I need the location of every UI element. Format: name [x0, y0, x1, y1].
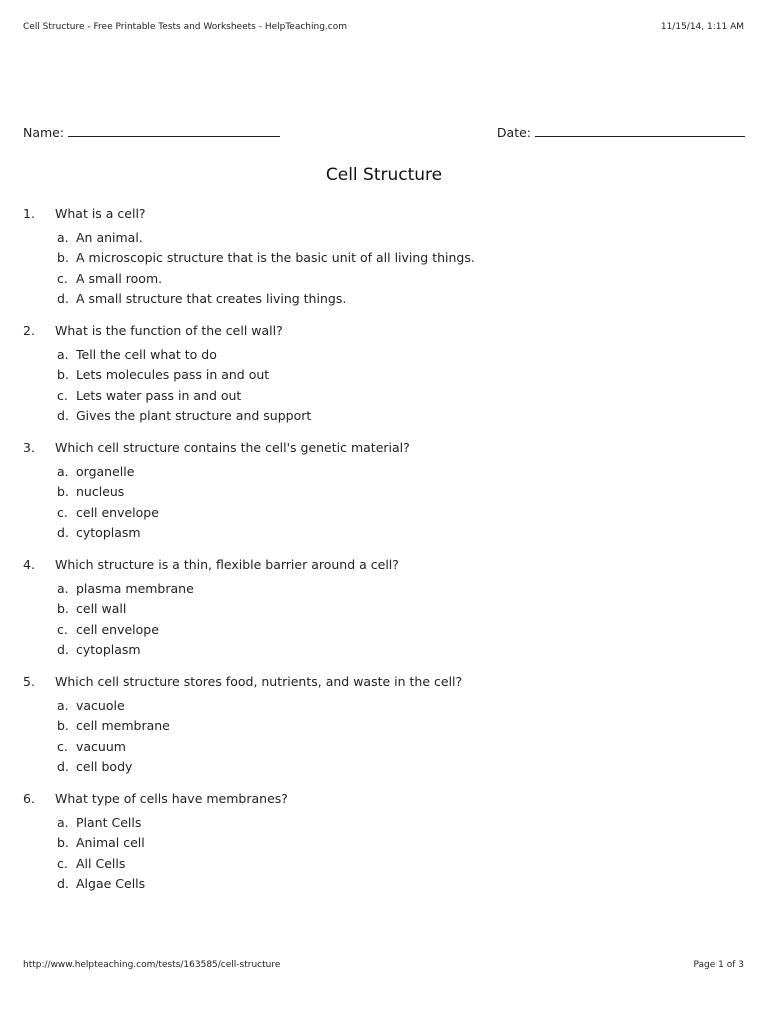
choice-d	[57, 289, 743, 309]
choice-c	[57, 737, 743, 757]
print-header-title: Cell Structure - Free Printable Tests and Worksheets - HelpTeaching.com	[23, 22, 348, 32]
question-text: Which cell structure contains the cell's genetic material?	[55, 440, 410, 455]
choice-a	[57, 345, 743, 365]
question-number: 5.	[23, 674, 35, 689]
choice-letter: a.	[57, 581, 69, 596]
choice-letter: c.	[57, 504, 68, 520]
choice-letter: a.	[57, 698, 69, 713]
choice-letter: b.	[57, 250, 69, 266]
question-2	[23, 322, 743, 439]
choice-letter: d.	[57, 291, 69, 307]
choice-text: A small structure that creates living things.	[76, 291, 347, 307]
question-text: Which cell structure stores food, nutrients, and waste in the cell?	[55, 674, 463, 689]
question-list	[23, 205, 743, 907]
question-number: 3.	[23, 440, 35, 455]
choice-list	[23, 813, 743, 895]
date-blank-line[interactable]	[535, 125, 745, 137]
choice-a	[57, 696, 743, 716]
choice-text: cytoplasm	[76, 525, 141, 541]
choice-letter: a.	[57, 347, 69, 362]
choice-letter: d.	[57, 525, 69, 541]
choice-text: Lets molecules pass in and out	[76, 367, 270, 383]
choice-letter: b.	[57, 601, 69, 617]
choice-d	[57, 406, 743, 426]
choice-text: Gives the plant structure and support	[76, 408, 312, 424]
choice-c	[57, 854, 743, 874]
question-number: 4.	[23, 557, 35, 572]
choice-list	[23, 696, 743, 778]
choice-c	[57, 503, 743, 523]
choice-text: Algae Cells	[76, 876, 146, 892]
choice-a	[57, 462, 743, 482]
choice-letter: b.	[57, 718, 69, 734]
choice-letter: c.	[57, 855, 68, 871]
choice-letter: d.	[57, 876, 69, 892]
choice-c	[57, 386, 743, 406]
question-text: What type of cells have membranes?	[55, 791, 288, 806]
choice-letter: a.	[57, 464, 69, 479]
question-number: 6.	[23, 791, 35, 806]
choice-list	[23, 462, 743, 544]
choice-text: cell body	[76, 759, 133, 775]
choice-letter: d.	[57, 408, 69, 424]
question-5	[23, 673, 743, 790]
worksheet-title: Cell Structure	[325, 165, 443, 185]
choice-text: Lets water pass in and out	[76, 387, 242, 403]
choice-c	[57, 620, 743, 640]
choice-text: vacuole	[76, 698, 125, 713]
choice-text: cell membrane	[76, 718, 170, 734]
choice-a	[57, 813, 743, 833]
choice-text: vacuum	[76, 738, 126, 754]
choice-letter: d.	[57, 642, 69, 658]
question-text: Which structure is a thin, flexible barrier around a cell?	[55, 557, 399, 572]
choice-text: plasma membrane	[76, 581, 194, 596]
print-footer-page-number: Page 1 of 3	[693, 960, 744, 970]
choice-letter: a.	[57, 815, 69, 830]
choice-text: organelle	[76, 464, 135, 479]
choice-d	[57, 874, 743, 894]
question-number: 2.	[23, 323, 35, 338]
name-label: Name:	[23, 125, 65, 140]
choice-b	[57, 482, 743, 502]
choice-text: Animal cell	[76, 835, 145, 851]
choice-letter: c.	[57, 738, 68, 754]
choice-letter: c.	[57, 621, 68, 637]
choice-letter: a.	[57, 230, 69, 245]
choice-b	[57, 599, 743, 619]
choice-d	[57, 757, 743, 777]
question-6	[23, 790, 743, 907]
name-blank-line[interactable]	[68, 125, 280, 137]
choice-letter: b.	[57, 367, 69, 383]
choice-text: An animal.	[76, 230, 143, 245]
choice-text: All Cells	[76, 855, 126, 871]
choice-text: cell envelope	[76, 504, 159, 520]
choice-c	[57, 269, 743, 289]
question-text: What is a cell?	[55, 206, 146, 221]
choice-b	[57, 833, 743, 853]
question-4	[23, 556, 743, 673]
choice-text: cell wall	[76, 601, 127, 617]
choice-d	[57, 640, 743, 660]
choice-letter: d.	[57, 759, 69, 775]
choice-list	[23, 228, 743, 310]
choice-letter: c.	[57, 270, 68, 286]
choice-b	[57, 248, 743, 268]
question-text: What is the function of the cell wall?	[55, 323, 283, 338]
choice-text: A small room.	[76, 270, 163, 286]
choice-a	[57, 579, 743, 599]
choice-text: Tell the cell what to do	[76, 347, 217, 362]
choice-a	[57, 228, 743, 248]
name-field	[23, 125, 280, 140]
choice-b	[57, 365, 743, 385]
date-label: Date:	[496, 125, 531, 140]
question-1	[23, 205, 743, 322]
choice-text: Plant Cells	[76, 815, 142, 830]
print-footer-url: http://www.helpteaching.com/tests/163585/cell-structure	[23, 960, 281, 970]
choice-list	[23, 345, 743, 427]
choice-b	[57, 716, 743, 736]
choice-letter: c.	[57, 387, 68, 403]
choice-letter: b.	[57, 835, 69, 851]
print-header-timestamp: 11/15/14, 1:11 AM	[660, 22, 744, 32]
choice-text: cytoplasm	[76, 642, 141, 658]
date-field	[497, 125, 745, 140]
choice-text: nucleus	[76, 484, 125, 500]
choice-letter: b.	[57, 484, 69, 500]
question-number: 1.	[23, 206, 35, 221]
choice-text: A microscopic structure that is the basic unit of all living things.	[76, 250, 475, 266]
question-3	[23, 439, 743, 556]
choice-text: cell envelope	[76, 621, 159, 637]
choice-d	[57, 523, 743, 543]
choice-list	[23, 579, 743, 661]
